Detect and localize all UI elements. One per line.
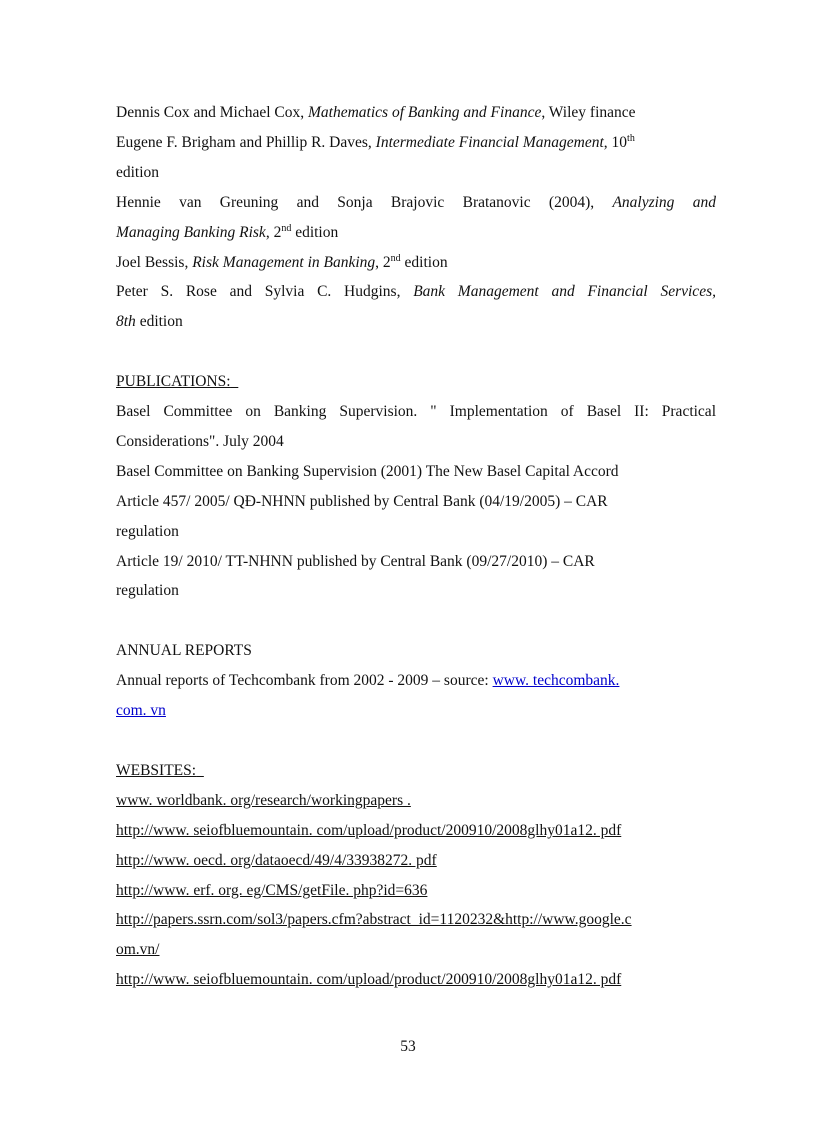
oecd-link[interactable]: http://www. oecd. org/dataoecd/49/4/33938272. pdf [116,851,437,869]
publication-basel-accord: Basel Committee on Banking Supervision (2001) The New Basel Capital Accord [116,462,619,480]
ref-edition-number: , 2 [265,223,282,241]
ref-title-part2: Managing Banking Risk [116,223,266,241]
reference-cox [116,98,716,128]
spacer [116,726,716,756]
techcombank-link[interactable]: www. techcombank. [492,672,620,690]
ref-authors: Hennie van Greuning and Sonja Brajovic Bratanovic (2004), [116,193,613,211]
annual-reports-text: Annual reports of Techcombank from 2002 - 2009 – source: [116,672,493,690]
websites-heading: WEBSITES: [116,761,197,779]
publication-article-457-cont: regulation [116,522,179,540]
reference-rose-cont [116,307,716,337]
publication-article-19-cont: regulation [116,582,179,600]
ref-authors: Eugene F. Brigham and Phillip R. Daves, [116,133,376,151]
reference-greuning-cont [116,218,716,248]
website-ssrn [116,905,716,935]
erf-link[interactable]: http://www. erf. org. eg/CMS/getFile. php?id=636 [116,881,428,899]
reference-rose [116,277,716,307]
reference-brigham-cont [116,158,716,188]
ref-publisher: , Wiley finance [541,104,636,121]
ref-edition-word: edition [400,253,448,271]
reference-brigham [116,128,716,158]
ref-title: Intermediate Financial Management [375,133,604,151]
publication-article-457: Article 457/ 2005/ QĐ-NHNN published by Central Bank (04/19/2005) – CAR [116,492,608,510]
ref-authors: Peter S. Rose and Sylvia C. Hudgins, [116,283,414,301]
ref-edition-suffix: th [627,132,635,144]
worldbank-link[interactable]: www. worldbank. org/research/workingpapers . [116,791,411,809]
website-erf [116,876,716,906]
annual-reports-line-cont [116,696,716,726]
ssrn-link-cont[interactable]: om.vn/ [116,941,160,959]
reference-bessis [116,248,716,278]
publication-basel-implementation: Basel Committee on Banking Supervision. " Implementation of Basel II: Practical [116,403,716,421]
spacer [116,337,716,367]
ref-title-part1: Bank Management and Financial Services, [413,283,716,301]
publication-basel-implementation-cont: Considerations". July 2004 [116,432,284,450]
website-ssrn-cont [116,935,716,965]
ref-edition-number: , 10 [603,133,628,151]
ref-authors: Joel Bessis, [116,253,193,271]
ref-edition-suffix: nd [390,252,401,264]
ref-edition-number: , 2 [375,253,391,271]
website-seiofbluemountain-2 [116,965,716,995]
website-worldbank [116,786,716,816]
spacer [116,606,716,636]
document-page [116,98,716,995]
annual-reports-heading: ANNUAL REPORTS [116,642,252,660]
ref-edition-suffix: nd [281,222,292,234]
ssrn-link[interactable]: http://papers.ssrn.com/sol3/papers.cfm?abstract_id=1120232&http://www.google.c [116,911,632,929]
website-seiofbluemountain [116,816,716,846]
publications-heading: PUBLICATIONS: [116,373,231,391]
ref-title-part1: Analyzing and [612,193,716,211]
ref-edition-word: edition [135,313,183,331]
reference-greuning [116,188,716,218]
ref-edition-word: edition [116,163,160,181]
ref-title-part2: 8th [116,313,136,331]
publication-article-19: Article 19/ 2010/ TT-NHNN published by Central Bank (09/27/2010) – CAR [116,552,595,570]
seiofbluemountain-link-2[interactable]: http://www. seiofbluemountain. com/upload/product/200910/2008glhy01a12. pdf [116,971,622,989]
website-oecd [116,846,716,876]
ref-title: Mathematics of Banking and Finance [308,104,542,121]
page-number: 53 [400,1038,416,1055]
techcombank-link-cont[interactable]: com. vn [116,702,166,720]
seiofbluemountain-link[interactable]: http://www. seiofbluemountain. com/upload/product/200910/2008glhy01a12. pdf [116,821,622,839]
ref-title: Risk Management in Banking [192,253,376,271]
ref-authors: Dennis Cox and Michael Cox, [116,104,309,121]
ref-edition-word: edition [291,223,339,241]
annual-reports-line [116,666,716,696]
